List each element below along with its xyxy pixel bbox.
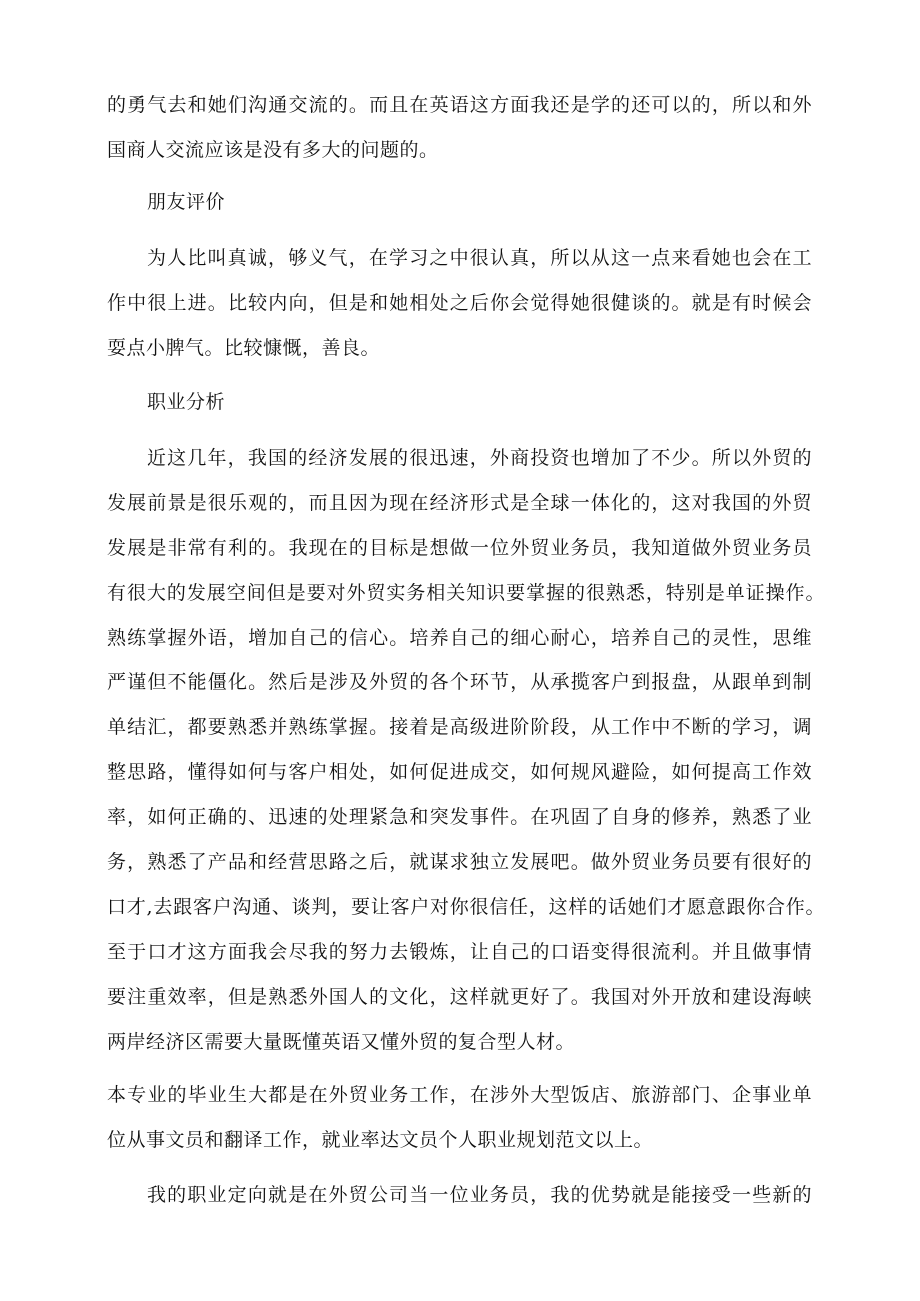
paragraph-line: 国商人交流应该是没有多大的问题的。 [107, 139, 439, 161]
section-heading-career-analysis: 职业分析 [147, 391, 226, 413]
paragraph-line: 作中很上进。比较内向，但是和她相处之后你会觉得她很健谈的。就是有时候会 [107, 292, 812, 314]
paragraph-line: 整思路，懂得如何与客户相处，如何促进成交，如何规风避险，如何提高工作效 [107, 761, 812, 783]
paragraph-line: 口才,去跟客户沟通、谈判，要让客户对你很信任，这样的话她们才愿意跟你合作。 [107, 896, 825, 918]
paragraph-line: 位从事文员和翻译工作，就业率达文员个人职业规划范文以上。 [107, 1129, 654, 1151]
paragraph-line: 我的职业定向就是在外贸公司当一位业务员，我的优势就是能接受一些新的 [147, 1184, 812, 1206]
paragraph-line: 单结汇，都要熟悉并熟练掌握。接着是高级进阶阶段，从工作中不断的学习，调 [107, 716, 812, 738]
paragraph-line: 有很大的发展空间但是要对外贸实务相关知识要掌握的很熟悉，特别是单证操作。 [107, 582, 825, 604]
paragraph-line: 严谨但不能僵化。然后是涉及外贸的各个环节，从承揽客户到报盘，从跟单到制 [107, 671, 812, 693]
paragraph-line: 务，熟悉了产品和经营思路之后，就谋求独立发展吧。做外贸业务员要有很好的 [107, 851, 812, 873]
paragraph-line: 要注重效率，但是熟悉外国人的文化，这样就更好了。我国对外开放和建设海峡 [107, 986, 812, 1008]
paragraph-line: 为人比叫真诚，够义气，在学习之中很认真，所以从这一点来看她也会在工 [147, 247, 812, 269]
paragraph-line: 两岸经济区需要大量既懂英语又懂外贸的复合型人材。 [107, 1031, 576, 1053]
paragraph-line: 本专业的毕业生大都是在外贸业务工作，在涉外大型饭店、旅游部门、企事业单 [107, 1084, 812, 1106]
paragraph-line: 至于口才这方面我会尽我的努力去锻炼，让自己的口语变得很流利。并且做事情 [107, 941, 812, 963]
paragraph-line: 发展前景是很乐观的，而且因为现在经济形式是全球一体化的，这对我国的外贸 [107, 492, 812, 514]
paragraph-line: 近这几年，我国的经济发展的很迅速，外商投资也增加了不少。所以外贸的 [147, 447, 812, 469]
paragraph-line: 发展是非常有利的。我现在的目标是想做一位外贸业务员，我知道做外贸业务员 [107, 537, 812, 559]
paragraph-line: 熟练掌握外语，增加自己的信心。培养自己的细心耐心，培养自己的灵性，思维 [107, 627, 812, 649]
paragraph-line: 耍点小脾气。比较慷慨，善良。 [107, 337, 381, 359]
paragraph-line: 率，如何正确的、迅速的处理紧急和突发事件。在巩固了自身的修养，熟悉了业 [107, 806, 812, 828]
paragraph-line: 的勇气去和她们沟通交流的。而且在英语这方面我还是学的还可以的，所以和外 [107, 94, 812, 116]
section-heading-friends-evaluation: 朋友评价 [147, 191, 226, 213]
